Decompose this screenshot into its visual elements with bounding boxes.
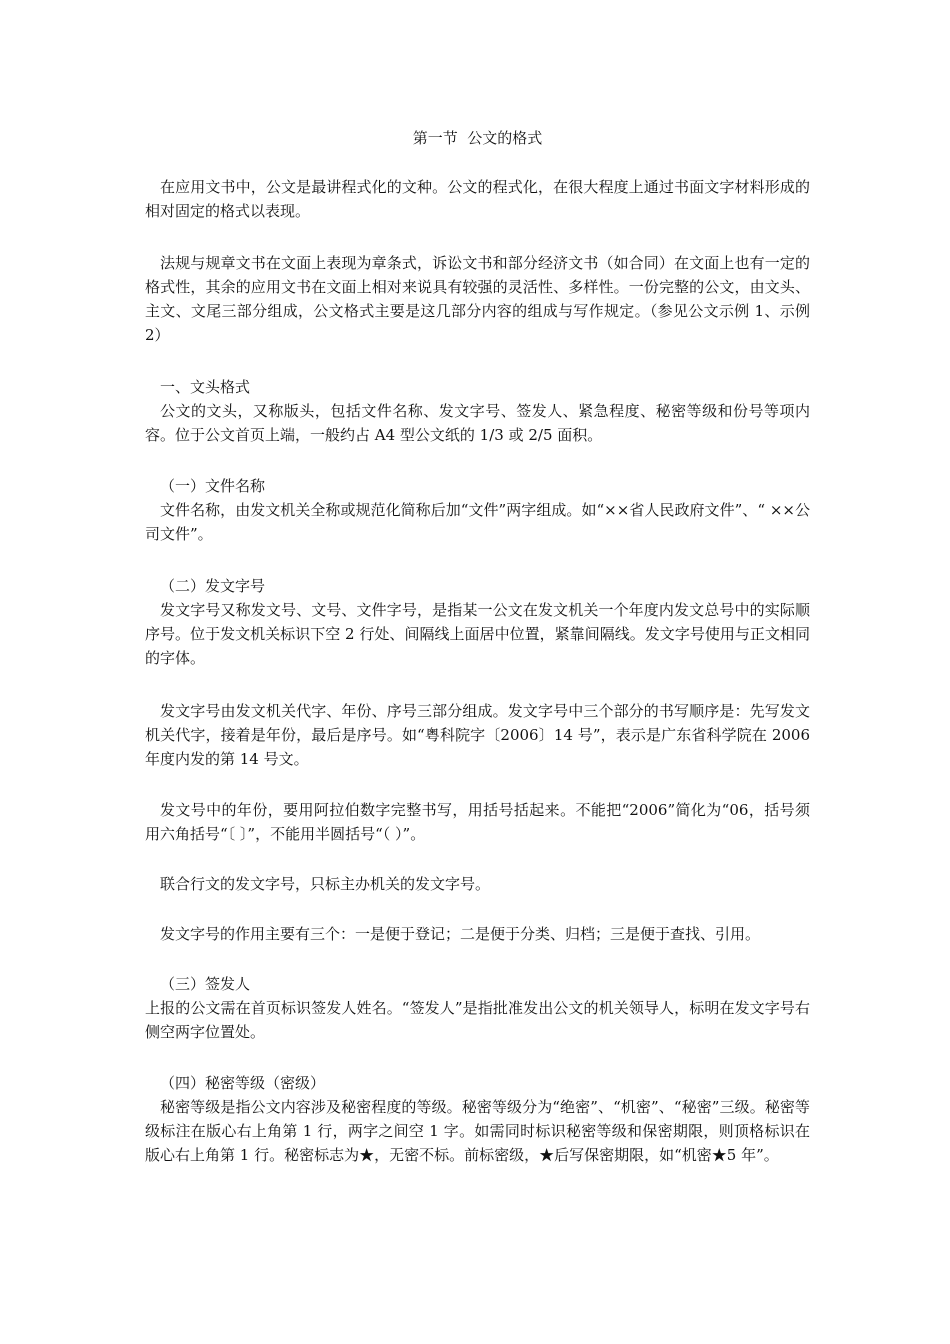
section-title: 第一节 公文的格式 [412,129,543,147]
paragraph-joint-number: 联合行文的发文字号，只标主办机关的发文字号。 [160,875,491,893]
paragraph-intro: 在应用文书中，公文是最讲程式化的文种。公文的程式化，在很大程度上通过书面文字材料形成的相对固定的格式以表现。 [145,178,810,220]
paragraph-document-name: 文件名称，由发文机关全称或规范化简称后加“文件”两字组成。如“××省人民政府文件”、“ ××公司文件”。 [145,501,810,543]
paragraph-number-purpose: 发文字号的作用主要有三个：一是便于登记；二是便于分类、归档；三是便于查找、引用。 [160,925,761,943]
paragraph-signer: 上报的公文需在首页标识签发人姓名。“签发人”是指批准发出公文的机关领导人，标明在发文字号右侧空两字位置处。 [145,999,810,1041]
heading-header-format: 一、文头格式 [160,378,251,396]
heading-document-number: （二）发文字号 [160,577,266,595]
paragraph-format-overview: 法规与规章文书在文面上表现为章条式，诉讼文书和部分经济文书（如合同）在文面上也有一定的格式性，其余的应用文书在文面上相对来说具有较强的灵活性、多样性。一份完整的公文，由文头、主文、文尾三部分组成，公文格式主要是这几部分内容的组成与写作规定。（参见公文示例 1、示例 2） [145,254,810,344]
heading-document-name: （一）文件名称 [160,477,266,495]
heading-secret-level: （四）秘密等级（密级） [160,1074,326,1092]
paragraph-document-number: 发文字号又称发文号、文号、文件字号，是指某一公文在发文机关一个年度内发文总号中的实际顺序号。位于发文机关标识下空 2 行处、间隔线上面居中位置，紧靠间隔线。发文字号使用与正文相同的字体。 [145,601,810,667]
heading-signer: （三）签发人 [160,975,251,993]
paragraph-secret-level: 秘密等级是指公文内容涉及秘密程度的等级。秘密等级分为“绝密”、“机密”、“秘密”三级。秘密等级标注在版心右上角第 1 行，两字之间空 1 字。如需同时标识秘密等级和保密期限，则顶格标识在版心右上角第 1 行。秘密标志为★，无密不标。前标密级，★后写保密期限，如“机密★5 年”。 [145,1098,810,1164]
paragraph-number-year: 发文号中的年份，要用阿拉伯数字完整书写，用括号括起来。不能把“2006”简化为“06，括号须用六角括号“〔 〕”，不能用半圆括号“（ ）”。 [145,801,810,843]
paragraph-number-composition: 发文字号由发文机关代字、年份、序号三部分组成。发文字号中三个部分的书写顺序是：先写发文机关代字，接着是年份，最后是序号。如“粤科院字〔2006〕14 号”，表示是广东省科学院在 2006 年度内发的第 14 号文。 [145,702,810,768]
paragraph-header-definition: 公文的文头，又称版头，包括文件名称、发文字号、签发人、紧急程度、秘密等级和份号等项内容。位于公文首页上端，一般约占 A4 型公文纸的 1/3 或 2/5 面积。 [145,402,810,444]
